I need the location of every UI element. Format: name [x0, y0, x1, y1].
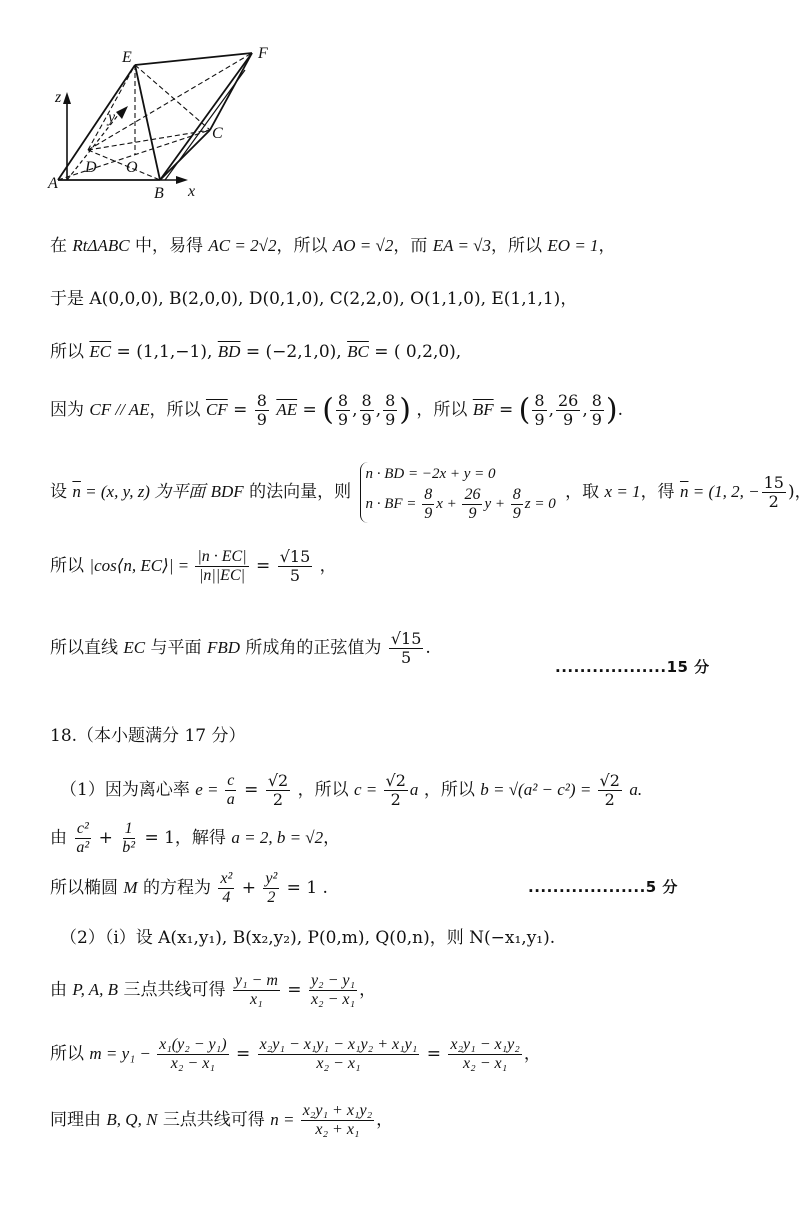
q18-line5: 由 P, A, B 三点共线可得 $\frac{\text{y₁ − m}}{\text{x₁}}$ = $\frac{\text{y₂ − y₁}}{\text{x₂ − x₁}}$ ， — [50, 972, 377, 1008]
label-D: D — [85, 159, 97, 176]
line-2: 于是 A(0,0,0), B(2,0,0), D(0,1,0), C(2,2,0), O(1,1,0), E(1,1,1)， — [50, 289, 578, 309]
geometry-figure — [40, 40, 300, 210]
q18-line2: 由 $\frac{\text{c²}}{\text{a²}}$ + $\frac{1}{\text{b²}}$ = 1，解得 a = 2, b = √2， — [50, 820, 341, 856]
q18-line7: 同理由 B, Q, N 三点共线可得 n = $\frac{\text{x₂y₁ + x₁y₂}}{\text{x₂ + x₁}}$ ， — [50, 1102, 394, 1138]
label-B: B — [154, 185, 164, 202]
label-y: y — [108, 109, 116, 126]
q18-line3: 所以椭圆 M 的方程为 $\frac{\text{x²}}{4}$ + $\frac{\text{y²}}{2}$ = 1 . — [50, 870, 328, 906]
score-15: ..................15 分 — [555, 658, 710, 676]
label-O: O — [126, 159, 138, 176]
line-5: 设 $\overline{n} = (x$, y, z) 为平面 BDF 的法向量，则 n · BD = −2x + y = 0 n · BF = $\frac{8}{9}$ x + $\frac{26}{9}$ y + $\frac{8}{9}$ z = 0 ，取 x = 1，得 $\overline{n} = (1$, 2, − $\frac{15}{2}$ )， — [50, 462, 812, 523]
equation-system: n · BD = −2x + y = 0 n · BF = $\frac{8}{9}$ x + $\frac{26}{9}$ y + $\frac{8}{9}$ z = 0 — [360, 462, 555, 523]
line-6: 所以 |cos⟨n, EC⟩| = $\frac{|n \cdot EC|}{|n||EC|}$ = $\frac{√15}{5}$ ， — [50, 547, 337, 585]
label-A: A — [48, 175, 58, 192]
label-F: F — [258, 45, 268, 62]
q18-title: 18.（本小题满分 17 分） — [50, 726, 246, 746]
line-7: 所以直线 EC 与平面 FBD 所成角的正弦值为 $\frac{√15}{5}$ . — [50, 629, 431, 667]
score-5: ...................5 分 — [528, 878, 678, 896]
line-3: 所以 $\overline{EC} = (1,1,-1)$, $\overline{BD} = (-2,1,0)$, $\overline{BC}$ = ( 0,2,0), — [50, 342, 462, 362]
q18-line6: 所以 m = y₁ − $\frac{\text{x₁(y₂ − y₁)}}{\text{x₂ − x₁}}$ = $\frac{\text{x₂y₁ − x₁y₁ − x₁y₂ + x₁y₁}}{\text{x₂ − x₁}}$ = $\frac{\text{x₂y₁ − x₁y₂}}{\text{x₂ − x₁}}$ ， — [50, 1036, 541, 1072]
line-4: 因为 CF // AE，所以 $\overline{CF}$ = $\frac{8}{9}$ $\overline{AE}$ = ( $\frac{8}{9}$ , $\frac{8}{9}$ , $\frac{8}{9}$ ) ，所以 $\overline{BF}$ = ( $\frac{8}{9}$ , $\frac{26}{9}$ , $\frac{8}{9}$ ). — [50, 391, 624, 429]
label-z: z — [55, 89, 62, 106]
label-E: E — [122, 49, 132, 66]
label-C: C — [212, 125, 223, 142]
label-x: x — [188, 183, 196, 200]
q18-part2: （2）（ⅰ）设 A(x₁,y₁), B(x₂,y₂), P(0,m), Q(0,n)，则 N(−x₁,y₁). — [60, 928, 556, 948]
frac-8-9: $\frac{8}{9}$ — [256, 391, 267, 429]
line-1: 在 RtΔABC 中，易得 AC = 2√2，所以 AO = √2，而 EA = √3，所以 EO = 1， — [50, 236, 616, 256]
q18-part1: （1）因为离心率 e = $\frac{c}{a}$ = $\frac{√2}{2}$ ，所以 c = $\frac{√2}{2}$ a ，所以 b = √(a² − c²) = $\frac{√2}{2}$ a. — [60, 771, 643, 809]
